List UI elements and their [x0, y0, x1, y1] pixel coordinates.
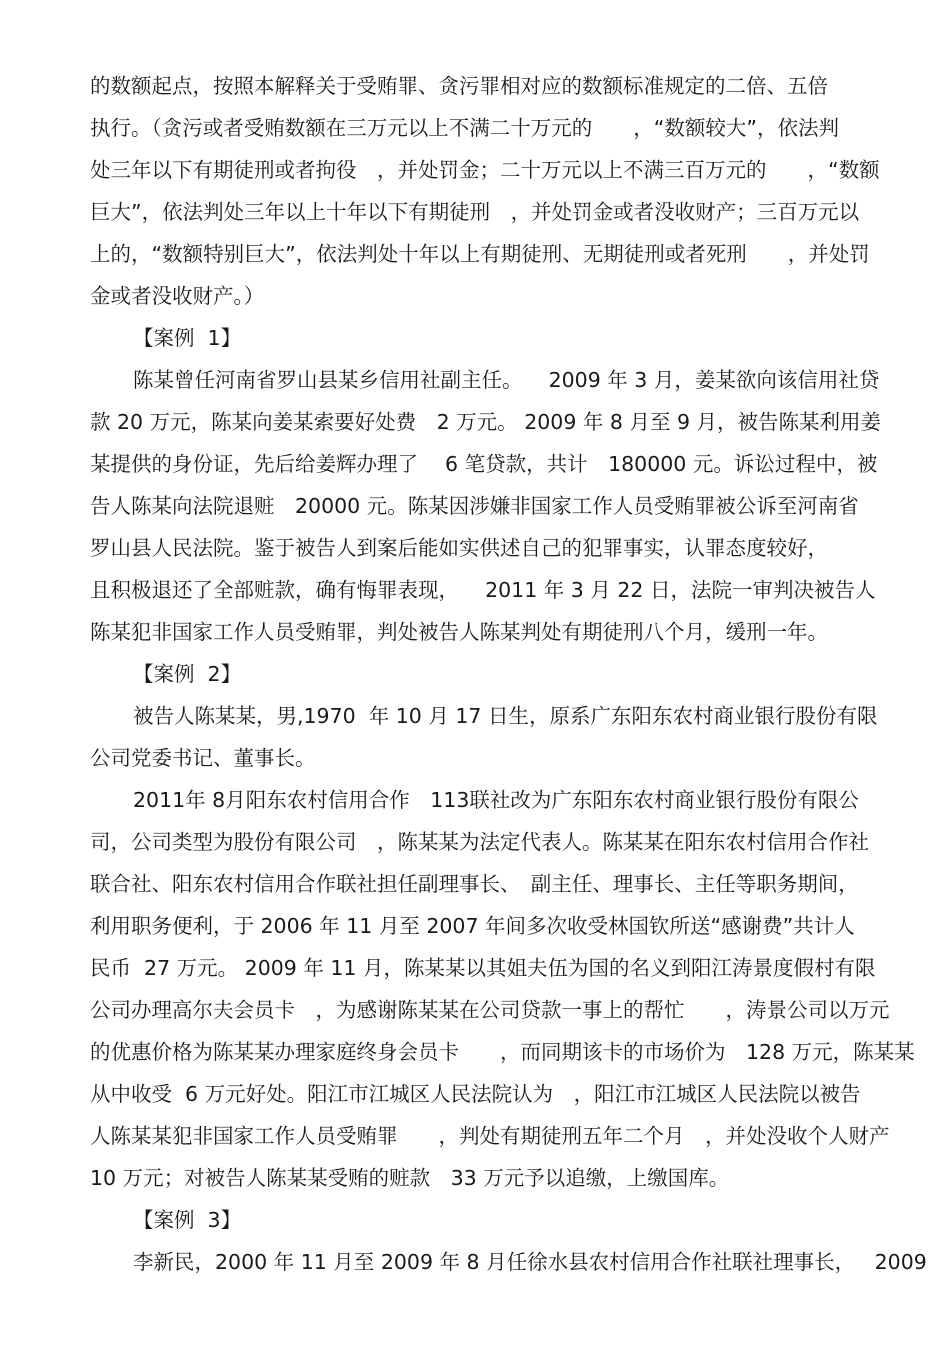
- text-line: 公司党委书记、董事长。: [90, 746, 316, 770]
- text-line: 2011年 8月阳东农村信用合作 113联社改为广东阳东农村商业银行股份有限公: [133, 788, 859, 812]
- text-line: 民币 27 万元。 2009 年 11 月，陈某某以其姐夫伍为国的名义到阳江涛景度假村有限: [90, 956, 876, 980]
- text-line: 且积极退还了全部赃款，确有悔罪表现， 2011 年 3 月 22 日，法院一审判决被告人: [90, 578, 876, 602]
- text-line: 联合社、阳东农村信用合作联社担任副理事长、 副主任、理事长、主任等职务期间，: [90, 872, 859, 896]
- text-line: 款 20 万元，陈某向姜某索要好处费 2 万元。 2009 年 8 月至 9 月，被告陈某利用姜: [90, 410, 882, 434]
- text-line: 执行。（贪污或者受贿数额在三万元以上不满二十万元的 ，“数额较大”，依法判: [90, 116, 839, 140]
- text-line: 告人陈某向法院退赃 20000 元。陈某因涉嫌非国家工作人员受贿罪被公诉至河南省: [90, 494, 859, 518]
- text-line: 被告人陈某某，男,1970 年 10 月 17 日生，原系广东阳东农村商业银行股份有限: [133, 704, 878, 728]
- text-line: 10 万元；对被告人陈某某受贿的赃款 33 万元予以追缴，上缴国库。: [90, 1166, 730, 1190]
- case-heading: 【案例 3】: [133, 1208, 242, 1232]
- text-line: 处三年以下有期徒刑或者拘役 ，并处罚金；二十万元以上不满三百万元的 ，“数额: [90, 158, 880, 182]
- text-line: 陈某犯非国家工作人员受贿罪，判处被告人陈某判处有期徒刑八个月，缓刑一年。: [90, 620, 828, 644]
- text-line: 李新民，2000 年 11 月至 2009 年 8 月任徐水县农村信用合作社联社理事长， 2009: [133, 1250, 927, 1274]
- text-line: 罗山县人民法院。鉴于被告人到案后能如实供述自己的犯罪事实，认罪态度较好，: [90, 536, 828, 560]
- text-line: 从中收受 6 万元好处。阳江市江城区人民法院认为 ，阳江市江城区人民法院以被告: [90, 1082, 861, 1106]
- text-line: 的优惠价格为陈某某办理家庭终身会员卡 ，而同期该卡的市场价为 128 万元，陈某某: [90, 1040, 915, 1064]
- case-heading: 【案例 1】: [133, 326, 242, 350]
- text-line: 利用职务便利，于 2006 年 11 月至 2007 年间多次收受林国钦所送“感谢费”共计人: [90, 914, 855, 938]
- text-line: 上的，“数额特别巨大”，依法判处十年以上有期徒刑、无期徒刑或者死刑 ，并处罚: [90, 242, 870, 266]
- text-line: 司，公司类型为股份有限公司 ，陈某某为法定代表人。陈某某在阳东农村信用合作社: [90, 830, 869, 854]
- case-heading: 【案例 2】: [133, 662, 242, 686]
- text-line: 公司办理高尔夫会员卡 ，为感谢陈某某在公司贷款一事上的帮忙 ，涛景公司以万元: [90, 998, 890, 1022]
- text-line: 陈某曾任河南省罗山县某乡信用社副主任。 2009 年 3 月，姜某欲向该信用社贷: [133, 368, 880, 392]
- text-line: 巨大”，依法判处三年以上十年以下有期徒刑 ，并处罚金或者没收财产；三百万元以: [90, 200, 860, 224]
- text-line: 某提供的身份证，先后给姜辉办理了 6 笔贷款，共计 180000 元。诉讼过程中，被: [90, 452, 878, 476]
- text-line: 金或者没收财产。）: [90, 284, 265, 308]
- text-line: 的数额起点，按照本解释关于受贿罪、贪污罪相对应的数额标准规定的二倍、五倍: [90, 74, 828, 98]
- text-line: 人陈某某犯非国家工作人员受贿罪 ，判处有期徒刑五年二个月 ，并处没收个人财产: [90, 1124, 890, 1148]
